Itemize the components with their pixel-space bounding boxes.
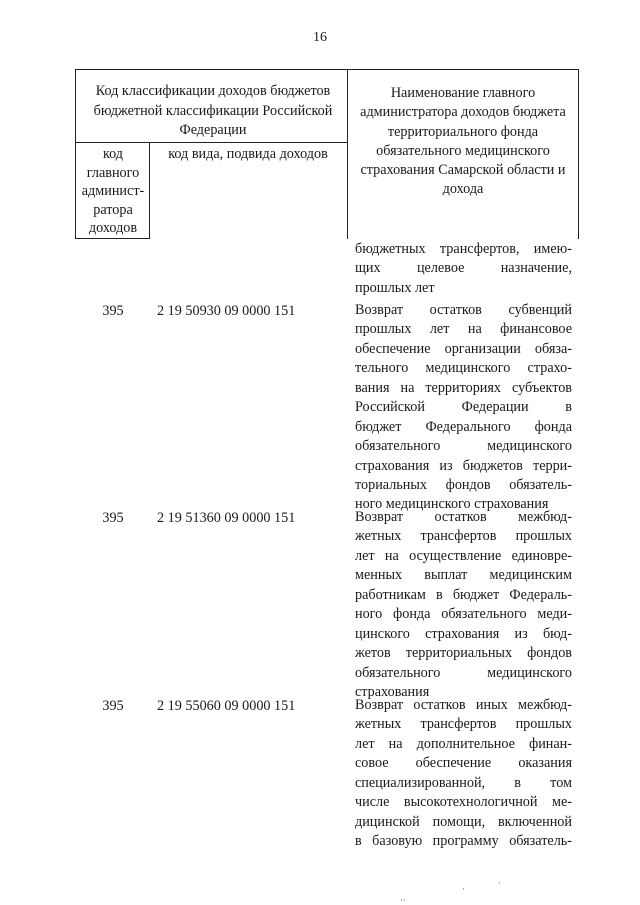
text-line: обязательного медицинского xyxy=(355,664,572,681)
header-bottom-border xyxy=(75,238,150,239)
text-line: лет на осуществление единовре- xyxy=(355,547,572,564)
header-subrow-border xyxy=(75,142,348,143)
page-number: 16 xyxy=(313,30,327,45)
header-left-border xyxy=(75,69,76,239)
income-code-cell: 2 19 51360 09 0000 151 xyxy=(157,510,296,526)
text-line: Возврат остатков иных межбюд- xyxy=(355,697,572,713)
text-line: прошлых лет на финансовое xyxy=(355,321,572,338)
text-line: обеспечение организации обяза- xyxy=(355,340,572,357)
header-right-border xyxy=(578,69,579,239)
income-code-cell: 2 19 55060 09 0000 151 xyxy=(157,698,296,714)
continuation-text xyxy=(355,240,572,298)
income-name-cell xyxy=(355,301,572,515)
text-line: прошлых лет xyxy=(355,279,435,296)
header-income-code: код вида, подвида доходов xyxy=(168,146,328,162)
text-line: ного медицинского страхования xyxy=(355,496,549,513)
scan-speck: · xyxy=(498,878,501,888)
text-line: жетов территориальных фондов xyxy=(355,645,572,662)
text-line: страхования из бюджетов терри- xyxy=(355,457,572,474)
text-line: ного фонда обязательного меди- xyxy=(355,606,572,623)
header-top-border xyxy=(75,69,579,70)
text-line: жетных трансфертов прошлых xyxy=(355,528,572,545)
text-line: в базовую программу обязатель- xyxy=(355,833,572,850)
text-line: специализированной, в том xyxy=(355,774,572,791)
text-line: ториальных фондов обязатель- xyxy=(355,476,572,493)
text-line: страхования xyxy=(355,683,430,700)
text-line: обязательного медицинского xyxy=(355,438,572,455)
income-code-cell: 2 19 50930 09 0000 151 xyxy=(157,303,296,319)
header-group-title: Код классификации доходов бюджетов бюджетной классификации Российской Федерации xyxy=(93,83,333,138)
text-line: Российской Федерации в xyxy=(355,399,572,416)
admin-code-cell: 395 xyxy=(102,510,124,526)
header-divider-main xyxy=(347,69,348,239)
text-line: совое обеспечение оказания xyxy=(355,755,572,772)
text-line: бюджетных трансфертов, имею- xyxy=(355,241,572,257)
admin-code-cell: 395 xyxy=(102,303,124,319)
text-line: вания на территориях субъектов xyxy=(355,379,572,396)
text-line: Возврат остатков межбюд- xyxy=(355,509,572,525)
income-name-cell xyxy=(355,508,572,702)
text-line: тельного медицинского страхо- xyxy=(355,360,572,377)
text-line: бюджет Федерального фонда xyxy=(355,418,572,435)
text-line: лет на дополнительное финан- xyxy=(355,735,572,752)
scan-speck: · xyxy=(462,884,465,894)
text-line: дицинской помощи, включенной xyxy=(355,813,572,830)
scan-speck: ·· xyxy=(400,895,406,905)
text-line: числе высокотехнологичной ме- xyxy=(355,794,572,811)
header-admin-code: код главного админист-ратора доходов xyxy=(81,146,145,236)
text-line: работникам в бюджет Федераль- xyxy=(355,586,572,603)
income-name-cell xyxy=(355,696,572,852)
text-line: менных выплат медицинским xyxy=(355,567,572,584)
admin-code-cell: 395 xyxy=(102,698,124,714)
text-line: жетных трансфертов прошлых xyxy=(355,716,572,733)
header-name-column: Наименование главного администратора доходов бюджета территориального фонда обязательного медицинского страхования Самарской области и дохода xyxy=(360,85,566,198)
text-line: Возврат остатков субвенций xyxy=(355,302,572,318)
text-line: щих целевое назначение, xyxy=(355,260,572,277)
text-line: цинского страхования из бюд- xyxy=(355,625,572,642)
